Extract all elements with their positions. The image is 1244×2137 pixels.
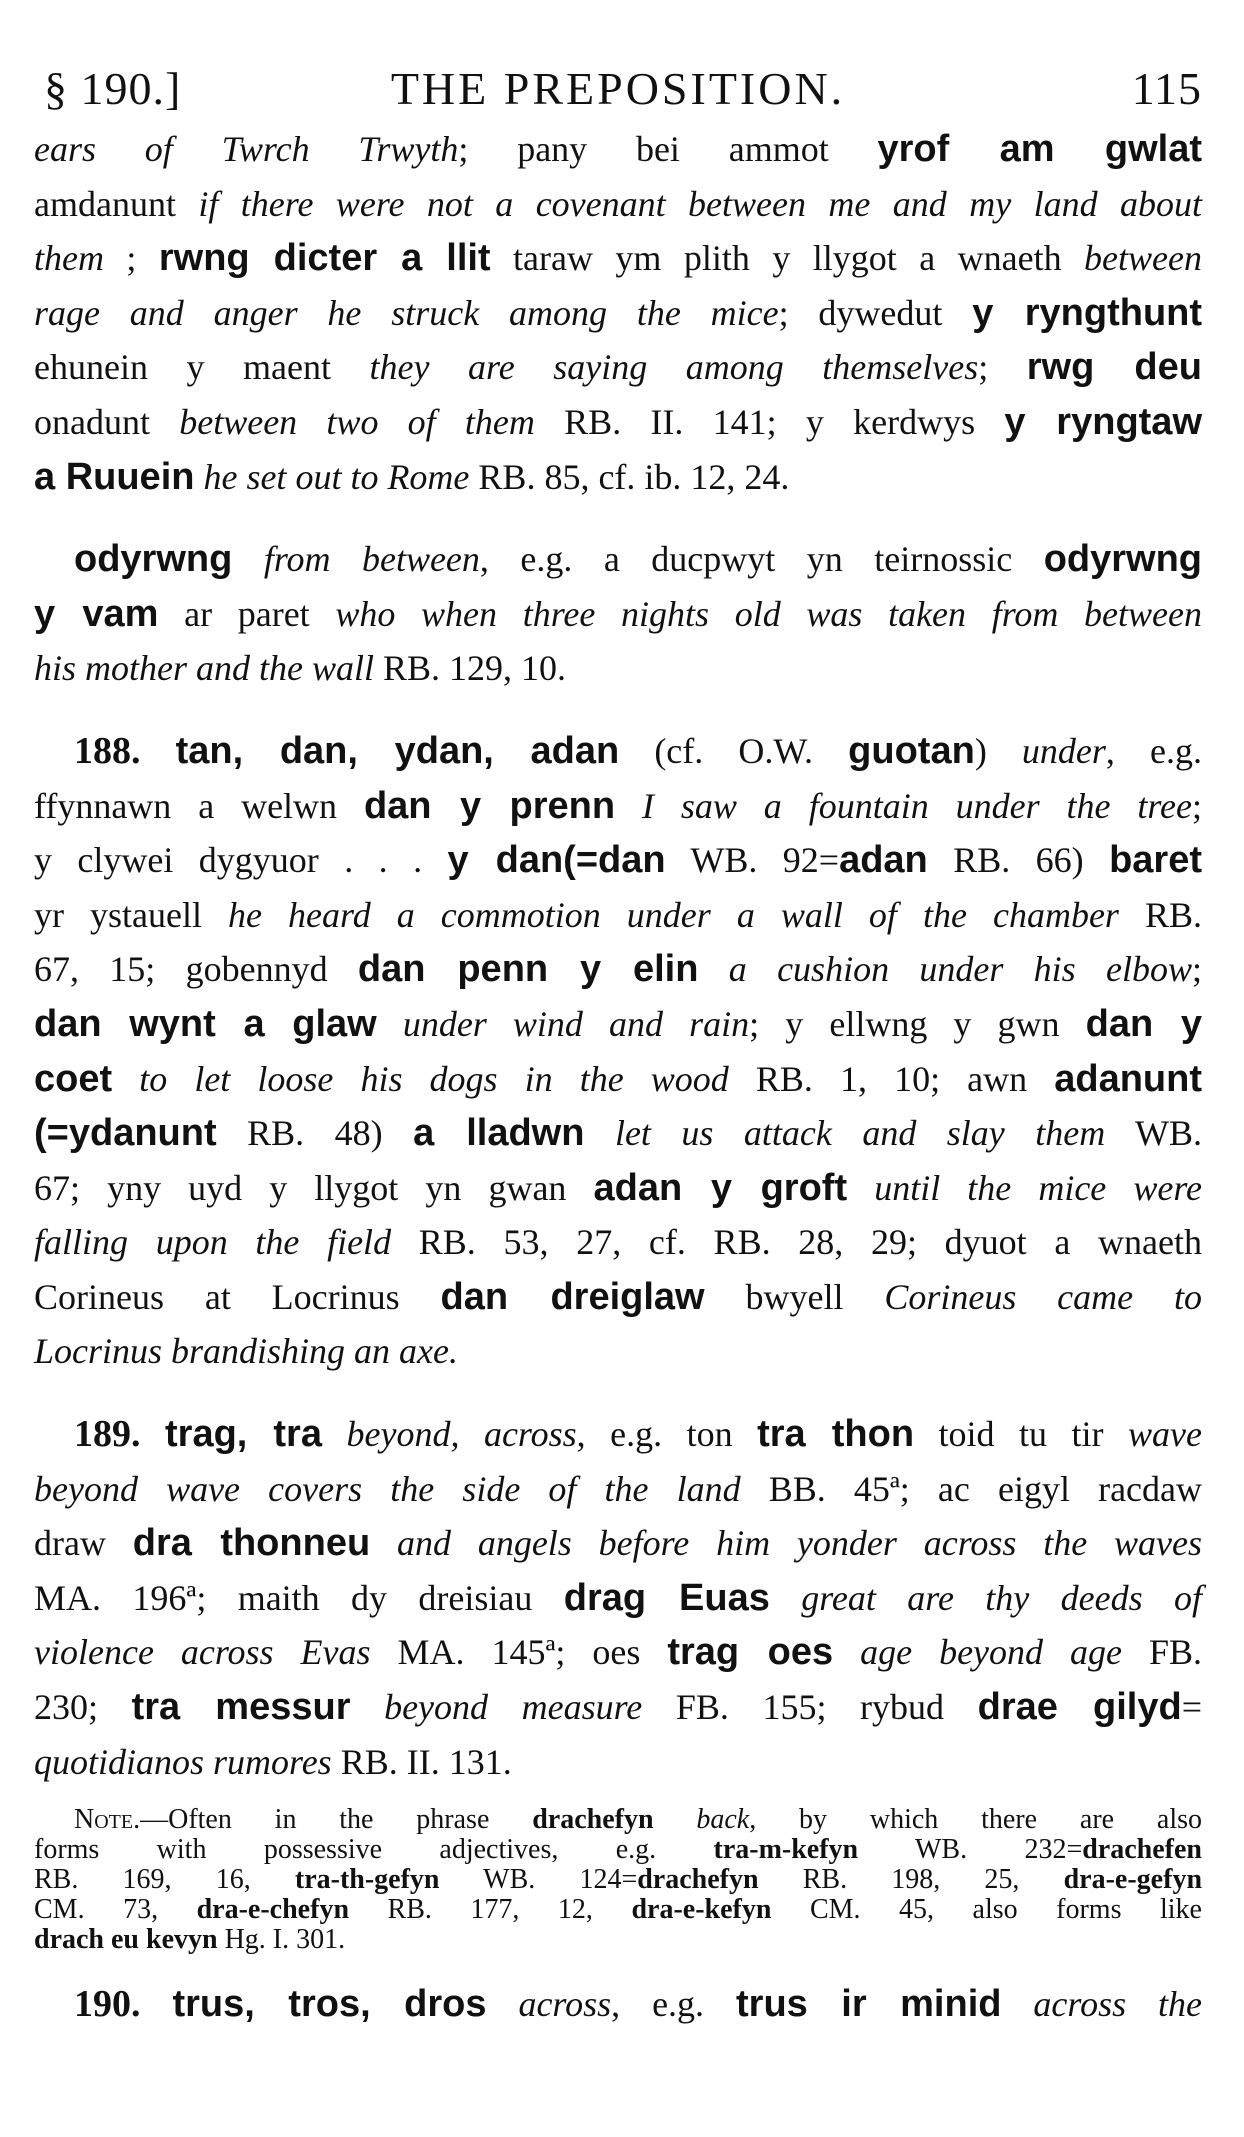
welsh-term: dra-e-chefyn	[196, 1894, 350, 1926]
text-line	[34, 641, 1202, 696]
text-run: amdanunt	[34, 183, 199, 224]
welsh-term: rwg deu	[1026, 346, 1202, 389]
text-line	[34, 122, 1202, 177]
text-run	[351, 1687, 385, 1727]
page-number: 115	[1131, 63, 1202, 114]
translation-text: falling upon the field	[34, 1222, 392, 1263]
text-run	[698, 949, 728, 989]
text-run	[654, 1804, 697, 1835]
translation-text: he heard a commotion under a wall of the chamber	[228, 894, 1119, 935]
translation-text: I saw a fountain under the tree	[642, 785, 1192, 826]
text-run: RB. 85, cf. ib. 12, 24.	[469, 456, 790, 497]
translation-text: they are saying among themselves	[369, 347, 979, 388]
translation-text: if there were not a covenant between me and my land about	[198, 183, 1202, 224]
footnote	[34, 1805, 1202, 1955]
text-run: , e.g.	[1105, 730, 1202, 771]
welsh-term: drag Euas	[563, 1576, 770, 1619]
welsh-term: tra messur	[131, 1686, 351, 1729]
text-line	[34, 450, 1202, 505]
text-line	[34, 724, 1202, 779]
text-run: )	[974, 730, 1022, 771]
text-line	[34, 1571, 1202, 1626]
welsh-term: dan penn y elin	[357, 948, 699, 991]
text-run: ; pany bei ammot	[458, 129, 878, 169]
welsh-term: dra thonneu	[132, 1522, 371, 1565]
text-line	[34, 1161, 1202, 1216]
text-run	[615, 786, 642, 826]
text-line	[34, 1324, 1202, 1379]
text-line	[34, 1680, 1202, 1735]
translation-text: under wind and rain	[402, 1003, 750, 1044]
welsh-term: y dan(=dan	[447, 839, 666, 882]
welsh-term: (=ydanunt	[34, 1112, 217, 1155]
welsh-term: y ryngtaw	[1004, 400, 1203, 443]
translation-text: rage and anger he struck among the mice	[34, 292, 779, 333]
translation-text: great are thy deeds of	[801, 1577, 1203, 1618]
note-line	[34, 1895, 1202, 1925]
text-run	[770, 1578, 801, 1618]
translation-text: age beyond age	[860, 1632, 1122, 1673]
welsh-term: trag, tra	[165, 1413, 322, 1456]
welsh-term: y ryngthunt	[972, 291, 1203, 334]
translation-text: a cushion under his elbow	[728, 949, 1192, 990]
text-run: WB.	[1105, 1113, 1203, 1154]
welsh-term: tra-th-gefyn	[294, 1864, 440, 1896]
text-run	[847, 1168, 874, 1208]
translation-text: under	[1021, 730, 1106, 771]
translation-text: back	[696, 1804, 750, 1836]
welsh-term: dan dreiglaw	[440, 1275, 705, 1318]
note-line	[34, 1835, 1202, 1865]
translation-text: Locrinus brandishing an axe.	[34, 1331, 459, 1372]
text-run	[141, 731, 176, 771]
text-run: CM. 73,	[34, 1894, 197, 1926]
translation-text: across the	[1033, 1984, 1203, 2025]
text-line	[34, 1735, 1202, 1790]
text-line	[34, 942, 1202, 997]
translation-text: wave	[1128, 1414, 1203, 1455]
text-run: WB. 124=	[439, 1864, 638, 1896]
text-run: , e.g. a ducpwyt yn teirnossic	[479, 539, 1044, 580]
text-run: =	[1181, 1687, 1202, 1728]
text-run	[377, 1004, 403, 1044]
text-line	[34, 1052, 1202, 1107]
text-run: RB. II. 141; y kerdwys	[534, 401, 1005, 442]
translation-text: violence across Evas	[34, 1632, 371, 1673]
text-line	[34, 1215, 1202, 1270]
text-line	[34, 395, 1202, 450]
text-line	[34, 340, 1202, 395]
welsh-term: drachefyn	[637, 1864, 759, 1896]
translation-text: beyond, across	[346, 1414, 577, 1455]
text-line	[34, 587, 1202, 642]
text-run: 67, 15; gobennyd	[34, 949, 358, 990]
text-run: RB. 129, 10.	[374, 648, 567, 689]
text-run: Corineus at Locrinus	[34, 1276, 441, 1317]
welsh-term: trus ir minid	[736, 1983, 1002, 2026]
text-run: RB.	[1118, 894, 1202, 935]
welsh-term: dan y	[1085, 1002, 1203, 1045]
text-run: MA. 145ª; oes	[370, 1632, 668, 1673]
translation-text: between two of them	[179, 401, 535, 442]
section-number: 189.	[74, 1413, 141, 1456]
text-run	[584, 1113, 614, 1153]
translation-text: to let loose his dogs in the wood	[139, 1058, 729, 1099]
translation-text: across	[518, 1984, 612, 2025]
text-line	[34, 779, 1202, 834]
text-line	[34, 1407, 1202, 1462]
text-run: toid tu tir	[914, 1414, 1129, 1455]
translation-text: beyond wave covers the side of the land	[34, 1468, 741, 1509]
welsh-term: odyrwng	[1043, 538, 1203, 581]
text-line	[34, 286, 1202, 341]
text-run: ehunein y maent	[34, 347, 370, 388]
text-run: , e.g.	[611, 1984, 736, 2025]
page-title: THE PREPOSITION.	[390, 63, 846, 114]
welsh-term: yrof am gwlat	[877, 128, 1202, 170]
welsh-term: y vam	[34, 592, 159, 635]
translation-text: ears of Twrch Trwyth	[34, 129, 459, 169]
paragraph-gap	[34, 504, 1202, 532]
text-run: ;	[978, 347, 1027, 388]
translation-text: them	[34, 238, 104, 279]
body-text	[34, 122, 1202, 1789]
text-run: ; dywedut	[778, 292, 973, 333]
paragraph-gap	[34, 696, 1202, 724]
text-run: ar paret	[158, 593, 336, 634]
text-run: FB.	[1121, 1632, 1202, 1673]
text-run: RB. 177, 12,	[349, 1894, 632, 1926]
text-run: bwyell	[704, 1276, 885, 1317]
welsh-term: adan	[839, 839, 928, 882]
text-run: ffynnawn a welwn	[34, 785, 364, 826]
welsh-term: baret	[1109, 839, 1202, 882]
welsh-term: adanunt	[1054, 1057, 1202, 1100]
text-line	[34, 888, 1202, 943]
translation-text: he set out to Rome	[203, 456, 470, 497]
text-run: —Often in the phrase	[140, 1804, 533, 1836]
welsh-term: rwng dicter a llit	[158, 237, 491, 280]
welsh-term: dra-e-kefyn	[631, 1894, 772, 1926]
text-run: ;	[1191, 785, 1202, 826]
text-run	[141, 1984, 173, 2024]
running-header	[34, 52, 1202, 122]
translation-text: beyond measure	[384, 1687, 643, 1728]
paragraph-gap	[34, 1379, 1202, 1407]
text-run	[141, 1414, 166, 1454]
text-line	[34, 1516, 1202, 1571]
translation-text: and angels before him yonder across the waves	[397, 1523, 1202, 1564]
text-run: BB. 45ª; ac eigyl racdaw	[740, 1468, 1202, 1509]
text-run	[1001, 1984, 1033, 2024]
translation-text: his mother and the wall	[34, 648, 374, 689]
text-run	[487, 1984, 519, 2024]
text-line	[34, 532, 1202, 587]
text-run: y clywei dygyuor . . .	[34, 840, 448, 881]
text-run: RB. II. 131.	[331, 1741, 512, 1782]
text-run: Note.	[74, 1804, 141, 1836]
welsh-term: adan y groft	[593, 1166, 848, 1209]
welsh-term: tra thon	[757, 1413, 915, 1456]
section-number: 188.	[74, 729, 141, 772]
text-run: RB. 198, 25,	[758, 1864, 1064, 1896]
text-run	[370, 1523, 397, 1563]
text-run: yr ystauell	[34, 894, 229, 935]
text-run: WB. 232=	[858, 1834, 1083, 1866]
translation-text: who when three nights old was taken from between	[335, 593, 1202, 634]
text-line	[34, 1106, 1202, 1161]
welsh-term: drach eu kevyn	[34, 1924, 218, 1956]
section-reference: § 190.]	[44, 63, 182, 114]
text-run	[833, 1632, 860, 1672]
section-number: 190.	[74, 1983, 141, 2026]
welsh-term: trus, tros, dros	[172, 1983, 487, 2026]
text-run: , by which there are also	[749, 1804, 1203, 1836]
welsh-term: drachefyn	[532, 1804, 654, 1836]
welsh-term: dan y prenn	[363, 784, 616, 827]
note-line	[34, 1805, 1202, 1835]
text-run: (cf. O.W.	[619, 730, 849, 771]
text-run: 67; yny uyd y llygot yn gwan	[34, 1167, 594, 1208]
text-line	[34, 833, 1202, 888]
text-run	[322, 1414, 347, 1454]
text-run: RB. 48)	[216, 1113, 414, 1154]
welsh-term: odyrwng	[74, 538, 233, 581]
welsh-term: drae gilyd	[977, 1686, 1182, 1729]
text-run: onadunt	[34, 401, 180, 442]
text-line	[34, 231, 1202, 286]
text-run: forms with possessive adjectives, e.g.	[34, 1834, 714, 1866]
note-line	[34, 1925, 1202, 1955]
text-line	[34, 1270, 1202, 1325]
welsh-term: trag oes	[667, 1631, 834, 1674]
text-run: ;	[103, 238, 159, 279]
translation-text: between	[1084, 238, 1202, 279]
text-run: taraw ym plith y llygot a wnaeth	[490, 238, 1085, 279]
text-line	[34, 177, 1202, 232]
text-run: CM. 45, also forms like	[771, 1894, 1202, 1926]
welsh-term: a Ruuein	[34, 455, 195, 498]
text-run: ;	[1192, 949, 1203, 990]
text-run: , e.g. ton	[576, 1414, 758, 1455]
text-run: RB. 53, 27, cf. RB. 28, 29; dyuot a wnaeth	[391, 1222, 1203, 1263]
welsh-term: dan wynt a glaw	[34, 1002, 377, 1045]
welsh-term: tan, dan, ydan, adan	[175, 729, 620, 772]
text-run: 230;	[34, 1687, 132, 1728]
welsh-term: dra-e-gefyn	[1063, 1864, 1203, 1896]
text-run: RB. 66)	[927, 840, 1110, 881]
text-run: RB. 169, 16,	[34, 1864, 295, 1896]
translation-text: until the mice were	[874, 1167, 1202, 1208]
translation-text: let us attack and slay them	[614, 1113, 1106, 1154]
text-run	[232, 539, 263, 579]
text-line	[34, 1625, 1202, 1680]
page	[34, 52, 1202, 2032]
text-run: ; y ellwng y gwn	[749, 1003, 1086, 1044]
welsh-term: drachefen	[1082, 1834, 1202, 1866]
translation-text: quotidianos rumores	[34, 1741, 332, 1782]
text-run: MA. 196ª; maith dy dreisiau	[34, 1577, 564, 1618]
note-line	[34, 1865, 1202, 1895]
text-line	[34, 1977, 1202, 2032]
text-run: RB. 1, 10; awn	[728, 1058, 1055, 1099]
text-line	[34, 997, 1202, 1052]
welsh-term: a lladwn	[413, 1112, 585, 1155]
text-run: draw	[34, 1523, 133, 1564]
section-190	[34, 1977, 1202, 2032]
welsh-term: tra-m-kefyn	[713, 1834, 859, 1866]
welsh-term: coet	[34, 1057, 113, 1100]
text-run: Hg. I. 301.	[217, 1924, 346, 1956]
welsh-term: guotan	[848, 729, 975, 772]
text-run: WB. 92=	[665, 840, 840, 881]
translation-text: from between	[263, 539, 480, 580]
translation-text: Corineus came to	[884, 1276, 1202, 1317]
text-line	[34, 1462, 1202, 1517]
text-run: FB. 155; rybud	[642, 1687, 978, 1728]
text-run	[112, 1059, 139, 1099]
